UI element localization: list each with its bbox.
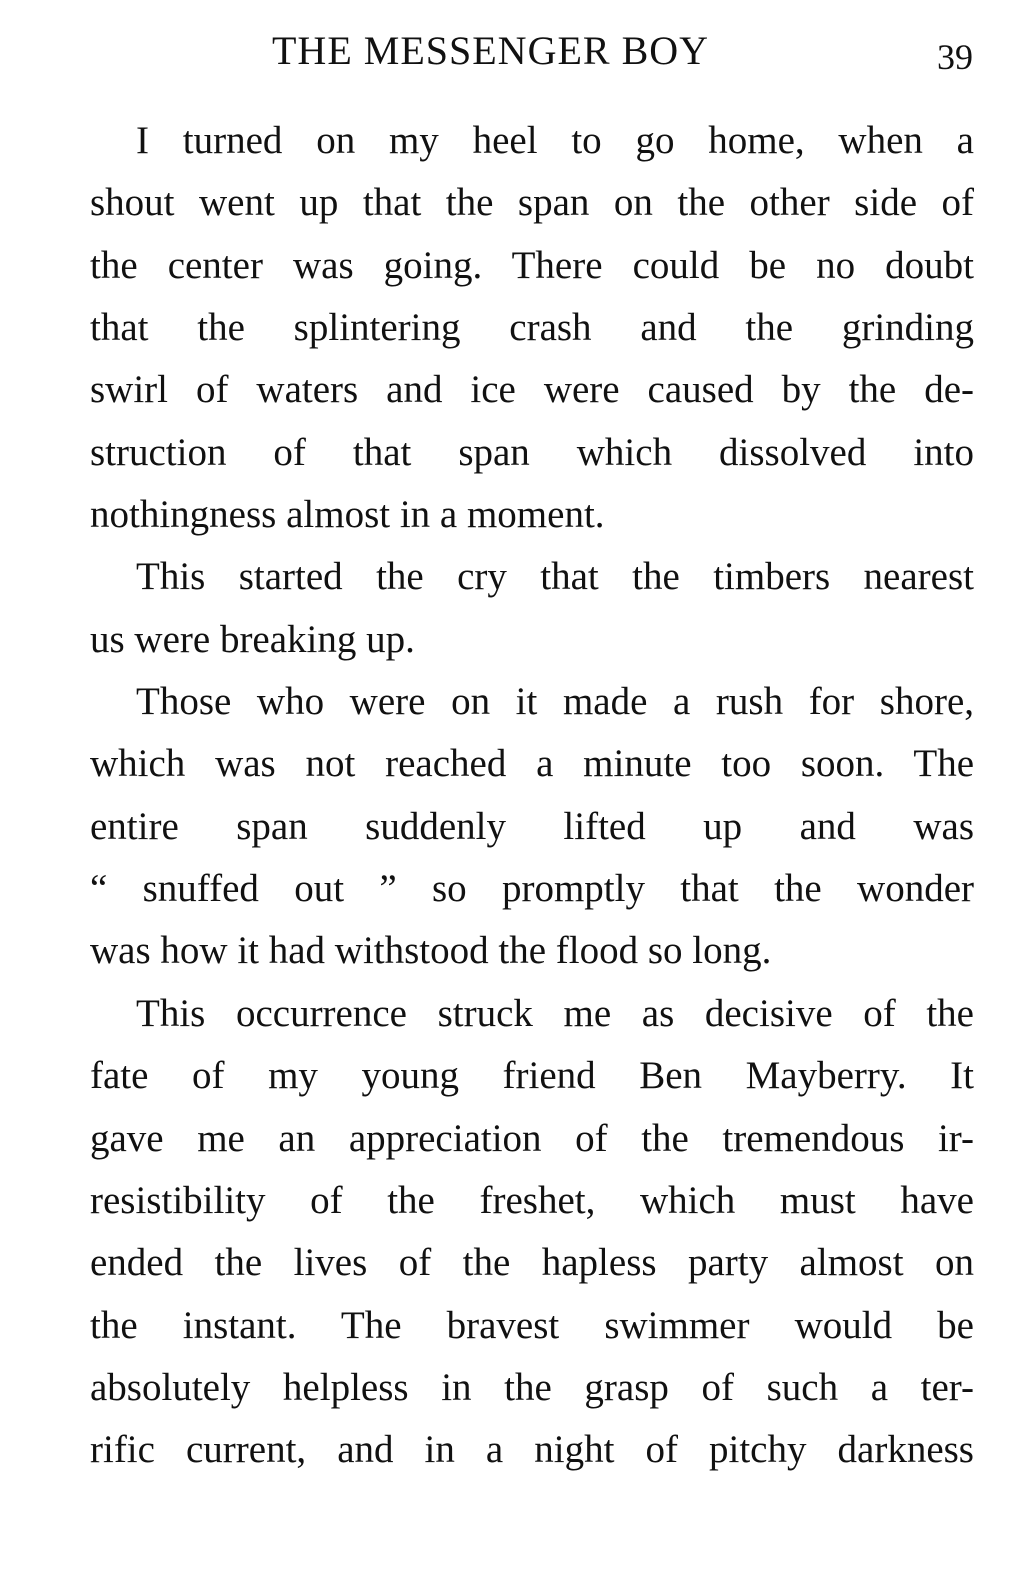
text-line: which was not reached a minute too soon. The <box>90 742 974 786</box>
text-line: swirl of waters and ice were caused by the de- <box>90 368 974 412</box>
running-head <box>0 26 1025 76</box>
text-line: Those who were on it made a rush for shore, <box>136 680 974 724</box>
body-text <box>90 110 974 1482</box>
text-line: that the splintering crash and the grinding <box>90 306 974 350</box>
text-line: the instant. The bravest swimmer would be <box>90 1303 974 1347</box>
text-line: us were breaking up. <box>90 617 415 661</box>
text-line: nothingness almost in a moment. <box>90 493 605 537</box>
text-line: rific current, and in a night of pitchy darkness <box>90 1428 974 1472</box>
text-line: entire span suddenly lifted up and was <box>90 804 974 848</box>
text-line: resistibility of the freshet, which must have <box>90 1178 974 1222</box>
text-line: shout went up that the span on the other side of <box>90 181 974 225</box>
text-line: ended the lives of the hapless party almost on <box>90 1241 974 1285</box>
text-line: struction of that span which dissolved into <box>90 430 974 474</box>
running-title: THE MESSENGER BOY <box>272 28 710 73</box>
text-line: This occurrence struck me as decisive of the <box>136 991 974 1035</box>
text-line: gave me an appreciation of the tremendous ir- <box>90 1116 974 1160</box>
text-line: absolutely helpless in the grasp of such a ter- <box>90 1365 974 1409</box>
text-line: fate of my young friend Ben Mayberry. It <box>90 1054 974 1098</box>
text-line: This started the cry that the timbers nearest <box>136 555 974 599</box>
text-line: was how it had withstood the flood so long. <box>90 929 772 973</box>
text-line: the center was going. There could be no doubt <box>90 243 974 287</box>
page-number: 39 <box>937 37 973 77</box>
text-line: “ snuffed out ” so promptly that the wonder <box>90 867 974 911</box>
text-line: I turned on my heel to go home, when a <box>136 119 974 162</box>
